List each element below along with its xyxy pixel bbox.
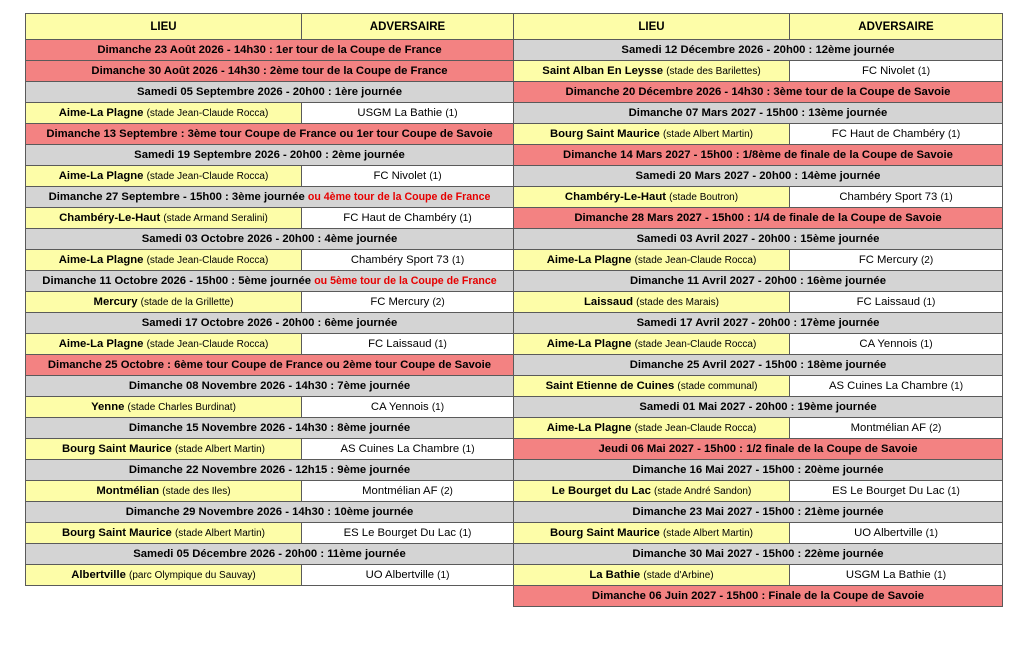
match-row <box>514 523 1003 544</box>
matchday-cell <box>26 229 514 250</box>
match-row <box>514 481 1003 502</box>
opponent-cell <box>790 187 1003 208</box>
opponent-cell <box>790 523 1003 544</box>
matchday-text: Samedi 17 Avril 2027 - 20h00 : 17ème journée <box>636 317 880 329</box>
match-row <box>26 208 514 229</box>
matchday-row <box>514 271 1003 292</box>
match-row <box>26 250 514 271</box>
venue-stadium: (stade Armand Seralini) <box>163 213 268 224</box>
matchday-text: Dimanche 15 Novembre 2026 - 14h30 : 8ème journée <box>128 422 411 434</box>
venue-cell <box>514 418 790 439</box>
opponent-team-number: (1) <box>920 339 933 350</box>
matchday-cell <box>514 271 1003 292</box>
venue-stadium: (stade d'Arbine) <box>643 570 714 581</box>
matchday-row <box>26 271 514 292</box>
cup-text: Dimanche 06 Juin 2027 - 15h00 : Finale de la Coupe de Savoie <box>591 590 925 602</box>
opponent-name: FC Laissaud <box>856 296 921 308</box>
opponent-team-number: (1) <box>947 129 961 140</box>
cup-alternative-text: ou 4ème tour de la Coupe de France <box>307 191 491 203</box>
venue-stadium: (stade Jean-Claude Rocca) <box>146 255 269 266</box>
cup-text: Jeudi 06 Mai 2027 - 15h00 : 1/2 finale de la Coupe de Savoie <box>598 443 918 455</box>
cup-row <box>514 586 1003 607</box>
matchday-row <box>514 166 1003 187</box>
venue-stadium: (stade André Sandon) <box>654 486 752 497</box>
cup-cell <box>514 145 1003 166</box>
venue-team: Bourg Saint Maurice <box>61 527 172 539</box>
opponent-name: Montmélian AF <box>850 422 926 434</box>
opponent-team-number: (1) <box>459 528 472 539</box>
cup-row <box>26 124 514 145</box>
venue-stadium: (parc Olympique du Sauvay) <box>129 570 256 581</box>
matchday-cell <box>26 502 514 523</box>
opponent-cell <box>302 565 514 586</box>
opponent-cell <box>302 439 514 460</box>
match-row <box>514 376 1003 397</box>
matchday-cell <box>514 544 1003 565</box>
matchday-cell <box>514 229 1003 250</box>
venue-team: Bourg Saint Maurice <box>549 527 660 539</box>
venue-team: Bourg Saint Maurice <box>549 128 660 140</box>
cup-row <box>26 355 514 376</box>
venue-stadium: (stade Albert Martin) <box>662 528 754 539</box>
opponent-cell <box>302 397 514 418</box>
venue-stadium: (stade Charles Burdinat) <box>127 402 236 413</box>
cup-row <box>26 61 514 82</box>
matchday-cell <box>26 313 514 334</box>
venue-cell <box>514 376 790 397</box>
match-row <box>514 187 1003 208</box>
venue-stadium: (stade Jean-Claude Rocca) <box>634 339 757 350</box>
venue-cell <box>514 250 790 271</box>
opponent-team-number: (1) <box>940 192 953 203</box>
matchday-text: Samedi 03 Avril 2027 - 20h00 : 15ème journée <box>636 233 880 245</box>
match-row <box>26 292 514 313</box>
opponent-name: FC Haut de Chambéry <box>343 212 457 224</box>
opponent-name: FC Mercury <box>370 296 430 308</box>
opponent-cell <box>302 103 514 124</box>
opponent-cell <box>302 208 514 229</box>
matchday-row <box>514 397 1003 418</box>
opponent-name: UO Albertville <box>365 569 435 581</box>
venue-cell <box>514 292 790 313</box>
venue-cell <box>26 208 302 229</box>
matchday-text: Dimanche 30 Mai 2027 - 15h00 : 22ème journée <box>632 548 884 560</box>
cup-cell <box>26 61 514 82</box>
matchday-text: Samedi 01 Mai 2027 - 20h00 : 19ème journée <box>639 401 877 413</box>
match-row <box>514 61 1003 82</box>
venue-team: Chambéry-Le-Haut <box>59 212 161 224</box>
cup-row <box>26 40 514 61</box>
opponent-name: USGM La Bathie <box>845 569 931 581</box>
matchday-row <box>26 418 514 439</box>
match-row <box>26 439 514 460</box>
venue-cell <box>26 523 302 544</box>
opponent-name: ES Le Bourget Du Lac <box>343 527 457 539</box>
schedule-table-right <box>513 13 1003 607</box>
venue-team: Montmélian <box>96 485 160 497</box>
opponent-team-number: (2) <box>440 486 453 497</box>
venue-stadium: (stade Jean-Claude Rocca) <box>634 423 757 434</box>
opponent-team-number: (2) <box>929 423 942 434</box>
opponent-team-number: (1) <box>947 486 960 497</box>
matchday-text: Samedi 05 Décembre 2026 - 20h00 : 11ème journée <box>133 548 406 560</box>
cup-text: Dimanche 14 Mars 2027 - 15h00 : 1/8ème de finale de la Coupe de Savoie <box>563 149 953 161</box>
venue-team: Aime-La Plagne <box>546 254 632 266</box>
venue-team: Bourg Saint Maurice <box>61 443 172 455</box>
venue-stadium: (stade des Barilettes) <box>666 66 761 77</box>
cup-text: Dimanche 28 Mars 2027 - 15h00 : 1/4 de finale de la Coupe de Savoie <box>574 212 942 224</box>
matchday-row <box>514 103 1003 124</box>
matchday-text: Samedi 17 Octobre 2026 - 20h00 : 6ème journée <box>141 317 398 329</box>
venue-cell <box>26 292 302 313</box>
venue-cell <box>514 61 790 82</box>
matchday-cell <box>514 103 1003 124</box>
venue-team: Laissaud <box>584 296 634 308</box>
cup-cell <box>514 586 1003 607</box>
opponent-cell <box>302 166 514 187</box>
cup-text: Dimanche 13 Septembre : 3ème tour Coupe de France ou 1er tour Coupe de Savoie <box>46 128 493 140</box>
match-row <box>514 292 1003 313</box>
opponent-cell <box>790 124 1003 145</box>
venue-stadium: (stade Jean-Claude Rocca) <box>146 171 269 182</box>
venue-stadium: (stade Jean-Claude Rocca) <box>146 339 269 350</box>
opponent-cell <box>302 292 514 313</box>
venue-cell <box>26 334 302 355</box>
matchday-cell <box>26 460 514 481</box>
match-row <box>514 124 1003 145</box>
matchday-cell <box>514 460 1003 481</box>
venue-stadium: (stade communal) <box>677 381 758 392</box>
venue-stadium: (stade Albert Martin) <box>174 444 266 455</box>
venue-team: Yenne <box>91 401 125 413</box>
opponent-cell <box>790 250 1003 271</box>
match-row <box>26 166 514 187</box>
opponent-name: CA Yennois <box>859 338 918 350</box>
matchday-row <box>514 40 1003 61</box>
venue-team: Le Bourget du Lac <box>551 485 651 497</box>
venue-cell <box>26 481 302 502</box>
matchday-row <box>26 187 514 208</box>
matchday-text: Dimanche 29 Novembre 2026 - 14h30 : 10ème journée <box>125 506 414 518</box>
matchday-text: Dimanche 11 Avril 2027 - 20h00 : 16ème journée <box>630 275 886 287</box>
matchday-text: Samedi 05 Septembre 2026 - 20h00 : 1ère journée <box>137 86 402 98</box>
venue-team: Saint Alban En Leysse <box>542 65 664 77</box>
venue-cell <box>514 523 790 544</box>
schedule-table-left <box>25 13 514 586</box>
venue-team: Aime-La Plagne <box>546 338 632 350</box>
matchday-text: Dimanche 08 Novembre 2026 - 14h30 : 7ème journée <box>128 380 411 392</box>
cup-alternative-text: ou 5ème tour de la Coupe de France <box>314 275 497 287</box>
venue-stadium: (stade de la Grillette) <box>140 297 234 308</box>
venue-team: Aime-La Plagne <box>546 422 632 434</box>
match-row <box>26 565 514 586</box>
matchday-row <box>26 313 514 334</box>
venue-team: Aime-La Plagne <box>58 170 144 182</box>
opponent-name: ES Le Bourget Du Lac <box>832 485 945 497</box>
opponent-team-number: (1) <box>431 402 445 413</box>
matchday-text: Dimanche 25 Avril 2027 - 15h00 : 18ème journée <box>629 359 887 371</box>
match-row <box>26 481 514 502</box>
cup-cell <box>26 355 514 376</box>
opponent-cell <box>302 250 514 271</box>
opponent-name: FC Laissaud <box>368 338 432 350</box>
opponent-team-number: (1) <box>429 171 442 182</box>
opponent-cell <box>790 376 1003 397</box>
venue-stadium: (stade Jean-Claude Rocca) <box>634 255 757 266</box>
opponent-cell <box>790 61 1003 82</box>
match-row <box>26 334 514 355</box>
matchday-row <box>514 460 1003 481</box>
matchday-text: Dimanche 23 Mai 2027 - 15h00 : 21ème journée <box>632 506 884 518</box>
matchday-row <box>26 502 514 523</box>
venue-team: Aime-La Plagne <box>58 107 144 119</box>
venue-team: Aime-La Plagne <box>58 254 144 266</box>
opponent-name: USGM La Bathie <box>357 107 443 119</box>
cup-cell <box>26 40 514 61</box>
matchday-text: Dimanche 27 Septembre - 15h00 : 3ème journée <box>48 191 305 203</box>
matchday-cell <box>26 418 514 439</box>
cup-row <box>514 145 1003 166</box>
opponent-cell <box>790 334 1003 355</box>
matchday-cell <box>514 40 1003 61</box>
matchday-row <box>26 460 514 481</box>
venue-cell <box>26 565 302 586</box>
venue-cell <box>514 187 790 208</box>
matchday-row <box>26 145 514 166</box>
venue-cell <box>26 397 302 418</box>
col-header-lieu: LIEU <box>26 14 302 40</box>
venue-team: Mercury <box>93 296 138 308</box>
opponent-team-number: (1) <box>917 66 931 77</box>
opponent-name: CA Yennois <box>370 401 429 413</box>
opponent-team-number: (1) <box>451 255 465 266</box>
venue-cell <box>514 334 790 355</box>
opponent-name: FC Nivolet <box>373 170 427 182</box>
cup-cell <box>514 439 1003 460</box>
venue-cell <box>26 103 302 124</box>
matchday-row <box>26 376 514 397</box>
cup-cell <box>26 124 514 145</box>
match-row <box>514 418 1003 439</box>
venue-cell <box>514 565 790 586</box>
venue-team: Chambéry-Le-Haut <box>564 191 666 203</box>
opponent-team-number: (2) <box>920 255 934 266</box>
cup-row <box>514 82 1003 103</box>
matchday-row <box>26 544 514 565</box>
opponent-team-number: (1) <box>434 339 447 350</box>
cup-cell <box>514 82 1003 103</box>
opponent-name: UO Albertville <box>854 527 923 539</box>
opponent-team-number: (1) <box>923 297 936 308</box>
match-row <box>514 334 1003 355</box>
col-header-lieu: LIEU <box>514 14 790 40</box>
opponent-name: FC Nivolet <box>861 65 915 77</box>
matchday-cell <box>26 145 514 166</box>
matchday-text: Dimanche 11 Octobre 2026 - 15h00 : 5ème journée <box>42 275 312 287</box>
venue-stadium: (stade Jean-Claude Rocca) <box>146 108 269 119</box>
venue-team: La Bathie <box>589 569 641 581</box>
opponent-cell <box>790 481 1003 502</box>
matchday-row <box>514 544 1003 565</box>
matchday-row <box>514 502 1003 523</box>
opponent-cell <box>302 481 514 502</box>
table-header-row <box>514 14 1003 40</box>
opponent-team-number: (1) <box>459 213 472 224</box>
matchday-cell <box>514 355 1003 376</box>
matchday-row <box>514 229 1003 250</box>
match-row <box>26 523 514 544</box>
venue-stadium: (stade Boutron) <box>669 192 739 203</box>
opponent-team-number: (1) <box>950 381 964 392</box>
opponent-name: FC Mercury <box>858 254 918 266</box>
cup-row <box>514 208 1003 229</box>
opponent-team-number: (1) <box>462 444 475 455</box>
cup-cell <box>514 208 1003 229</box>
matchday-row <box>514 313 1003 334</box>
venue-team: Saint Etienne de Cuines <box>545 380 675 392</box>
opponent-team-number: (1) <box>925 528 938 539</box>
venue-cell <box>26 250 302 271</box>
cup-text: Dimanche 25 Octobre : 6ème tour Coupe de France ou 2ème tour Coupe de Savoie <box>47 359 492 371</box>
matchday-cell <box>26 271 514 292</box>
matchday-row <box>514 355 1003 376</box>
opponent-name: AS Cuines La Chambre <box>340 443 460 455</box>
cup-row <box>514 439 1003 460</box>
matchday-cell <box>26 376 514 397</box>
opponent-cell <box>302 523 514 544</box>
opponent-cell <box>790 292 1003 313</box>
venue-cell <box>26 166 302 187</box>
opponent-name: Chambéry Sport 73 <box>350 254 449 266</box>
opponent-team-number: (1) <box>933 570 947 581</box>
venue-stadium: (stade Albert Martin) <box>174 528 266 539</box>
matchday-row <box>26 82 514 103</box>
opponent-cell <box>790 418 1003 439</box>
matchday-text: Samedi 03 Octobre 2026 - 20h00 : 4ème journée <box>141 233 398 245</box>
matchday-text: Samedi 20 Mars 2027 - 20h00 : 14ème journée <box>635 170 881 182</box>
opponent-team-number: (2) <box>432 297 445 308</box>
opponent-team-number: (1) <box>445 108 458 119</box>
opponent-name: Chambéry Sport 73 <box>839 191 938 203</box>
venue-cell <box>514 481 790 502</box>
col-header-adversaire: ADVERSAIRE <box>302 14 514 40</box>
matchday-text: Samedi 12 Décembre 2026 - 20h00 : 12ème journée <box>621 44 895 56</box>
cup-text: Dimanche 20 Décembre 2026 - 14h30 : 3ème tour de la Coupe de Savoie <box>565 86 951 98</box>
matchday-text: Dimanche 07 Mars 2027 - 15h00 : 13ème journée <box>628 107 888 119</box>
venue-cell <box>514 124 790 145</box>
venue-team: Aime-La Plagne <box>58 338 144 350</box>
venue-cell <box>26 439 302 460</box>
matchday-row <box>26 229 514 250</box>
opponent-cell <box>790 565 1003 586</box>
cup-text: Dimanche 23 Août 2026 - 14h30 : 1er tour de la Coupe de France <box>97 44 442 56</box>
matchday-cell <box>514 166 1003 187</box>
cup-text: Dimanche 30 Août 2026 - 14h30 : 2ème tour de la Coupe de France <box>91 65 448 77</box>
match-row <box>26 103 514 124</box>
opponent-cell <box>302 334 514 355</box>
matchday-cell <box>514 502 1003 523</box>
col-header-adversaire: ADVERSAIRE <box>790 14 1003 40</box>
matchday-text: Dimanche 16 Mai 2027 - 15h00 : 20ème journée <box>632 464 884 476</box>
table-header-row <box>26 14 514 40</box>
opponent-name: Montmélian AF <box>362 485 438 497</box>
match-row <box>26 397 514 418</box>
match-row <box>514 565 1003 586</box>
opponent-name: AS Cuines La Chambre <box>828 380 948 392</box>
venue-team: Albertville <box>71 569 126 581</box>
venue-stadium: (stade Albert Martin) <box>662 129 754 140</box>
opponent-team-number: (1) <box>437 570 450 581</box>
matchday-cell <box>26 187 514 208</box>
matchday-text: Dimanche 22 Novembre 2026 - 12h15 : 9ème journée <box>128 464 411 476</box>
opponent-name: FC Haut de Chambéry <box>831 128 945 140</box>
venue-stadium: (stade des Marais) <box>636 297 719 308</box>
matchday-text: Samedi 19 Septembre 2026 - 20h00 : 2ème journée <box>134 149 405 161</box>
matchday-cell <box>26 82 514 103</box>
matchday-cell <box>514 313 1003 334</box>
matchday-cell <box>26 544 514 565</box>
matchday-cell <box>514 397 1003 418</box>
venue-stadium: (stade des Iles) <box>162 486 231 497</box>
match-row <box>514 250 1003 271</box>
